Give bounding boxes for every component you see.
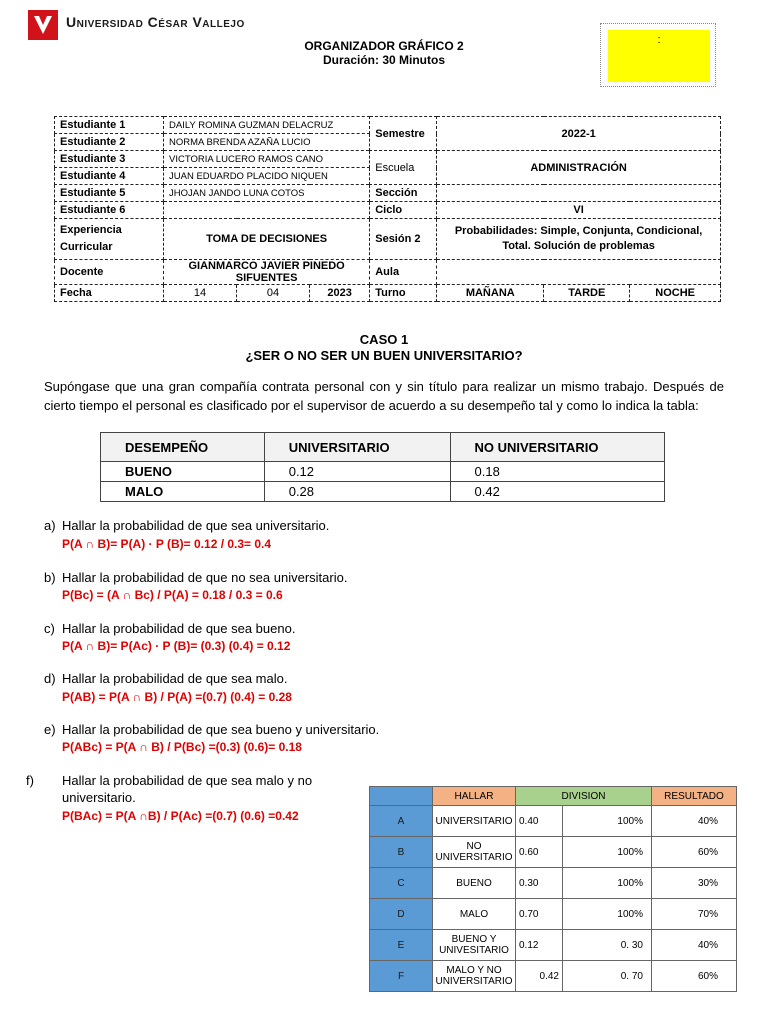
question-a bbox=[44, 517, 364, 534]
question-letter: a) bbox=[44, 518, 56, 533]
question-text: Hallar la probabilidad de que sea malo y no universitario. bbox=[62, 773, 313, 805]
row-v2: 100% bbox=[563, 899, 652, 930]
row-id: E bbox=[370, 930, 433, 961]
table-row bbox=[370, 961, 737, 992]
fecha-label: Fecha bbox=[55, 285, 164, 302]
answer-e: P(ABc) = P(A ∩ B) / P(Bc) =(0.3) (0.6)= 0.18 bbox=[62, 740, 302, 754]
row-v1: 0.12 bbox=[516, 930, 563, 961]
student-label: Estudiante 3 bbox=[55, 151, 164, 168]
row-id: B bbox=[370, 837, 433, 868]
fecha-day: 14 bbox=[164, 285, 237, 302]
row-name: BUENO bbox=[433, 868, 516, 899]
case-title: ¿SER O NO SER UN BUEN UNIVERSITARIO? bbox=[245, 348, 523, 363]
turno-label: Turno bbox=[370, 285, 437, 302]
experiencia-value: TOMA DE DECISIONES bbox=[164, 219, 370, 260]
turno-manana: MAÑANA bbox=[437, 285, 544, 302]
table-row bbox=[370, 930, 737, 961]
university-logo-icon bbox=[28, 10, 58, 40]
escuela-label: Escuela bbox=[370, 151, 437, 185]
row-v2: 100% bbox=[563, 806, 652, 837]
row-v1: 0.70 bbox=[516, 899, 563, 930]
perf-cell: 0.28 bbox=[264, 482, 450, 502]
perf-header: UNIVERSITARIO bbox=[264, 433, 450, 462]
table-row bbox=[101, 482, 665, 502]
row-id: F bbox=[370, 961, 433, 992]
row-v2: 0. 30 bbox=[563, 930, 652, 961]
student-label: Estudiante 5 bbox=[55, 185, 164, 202]
row-name: BUENO Y UNIVESITARIO bbox=[433, 930, 516, 961]
university-name: Universidad César Vallejo bbox=[66, 14, 245, 30]
seccion-label: Sección bbox=[370, 185, 437, 202]
perf-header: DESEMPEÑO bbox=[101, 433, 265, 462]
student-label: Estudiante 2 bbox=[55, 134, 164, 151]
yellow-note-box bbox=[600, 23, 716, 87]
result-header: HALLAR bbox=[433, 787, 516, 806]
row-id: A bbox=[370, 806, 433, 837]
question-e bbox=[44, 721, 444, 738]
table-row bbox=[370, 868, 737, 899]
perf-cell: 0.18 bbox=[450, 462, 664, 482]
student-label: Estudiante 1 bbox=[55, 117, 164, 134]
student-name: NORMA BRENDA AZAÑA LUCIO bbox=[164, 134, 370, 151]
perf-cell: 0.42 bbox=[450, 482, 664, 502]
question-letter: b) bbox=[44, 570, 56, 585]
document-title: ORGANIZADOR GRÁFICO 2 bbox=[304, 39, 464, 53]
semestre-value: 2022-1 bbox=[437, 117, 721, 151]
student-label: Estudiante 4 bbox=[55, 168, 164, 185]
aula-value bbox=[437, 260, 721, 285]
question-letter: d) bbox=[44, 671, 56, 686]
result-header: RESULTADO bbox=[652, 787, 737, 806]
row-result: 40% bbox=[652, 806, 737, 837]
question-letter: c) bbox=[44, 621, 55, 636]
escuela-value: ADMINISTRACIÓN bbox=[437, 151, 721, 185]
student-label: Estudiante 6 bbox=[55, 202, 164, 219]
case-paragraph: Supóngase que una gran compañía contrata personal con y sin título para realizar un mismo trabajo. Después de cierto tiempo el personal es clasificado por el supervisor de acuerdo a su desempeño tal y como lo indica la tabla: bbox=[44, 379, 724, 413]
student-name bbox=[164, 202, 370, 219]
row-v2: 100% bbox=[563, 868, 652, 899]
ciclo-label: Ciclo bbox=[370, 202, 437, 219]
performance-table bbox=[100, 432, 665, 502]
student-name: VICTORIA LUCERO RAMOS CANO bbox=[164, 151, 370, 168]
answer-a: P(A ∩ B)= P(A) · P (B)= 0.12 / 0.3= 0.4 bbox=[62, 537, 272, 551]
row-result: 70% bbox=[652, 899, 737, 930]
ciclo-value: VI bbox=[437, 202, 721, 219]
sesion-value: Probabilidades: Simple, Conjunta, Condicional, Total. Solución de problemas bbox=[437, 219, 721, 260]
row-v1: 0.42 bbox=[516, 961, 563, 992]
experiencia-label: Experiencia Curricular bbox=[55, 219, 164, 260]
row-v1: 0.40 bbox=[516, 806, 563, 837]
row-name: UNIVERSITARIO bbox=[433, 806, 516, 837]
fecha-year: 2023 bbox=[310, 285, 370, 302]
question-b bbox=[44, 569, 444, 586]
perf-cell: BUENO bbox=[101, 462, 265, 482]
answer-c: P(A ∩ B)= P(Ac) · P (B)= (0.3) (0.4) = 0.12 bbox=[62, 639, 291, 653]
student-name: JUAN EDUARDO PLACIDO NIQUEN bbox=[164, 168, 370, 185]
answer-f: P(BAc) = P(A ∩B) / P(Ac) =(0.7) (0.6) =0.42 bbox=[62, 809, 299, 823]
row-v2: 0. 70 bbox=[563, 961, 652, 992]
sesion-label: Sesión 2 bbox=[370, 219, 437, 260]
perf-header: NO UNIVERSITARIO bbox=[450, 433, 664, 462]
question-text: Hallar la probabilidad de que sea malo. bbox=[62, 671, 288, 686]
result-header: DIVISION bbox=[516, 787, 652, 806]
table-row bbox=[370, 837, 737, 868]
aula-label: Aula bbox=[370, 260, 437, 285]
row-name: MALO Y NO UNIVERSITARIO bbox=[433, 961, 516, 992]
turno-noche: NOCHE bbox=[630, 285, 721, 302]
row-v1: 0.60 bbox=[516, 837, 563, 868]
row-v1: 0.30 bbox=[516, 868, 563, 899]
student-info-table bbox=[54, 116, 721, 302]
question-text: Hallar la probabilidad de que sea bueno. bbox=[62, 621, 296, 636]
result-table bbox=[369, 786, 737, 992]
answer-d: P(AB) = P(A ∩ B) / P(A) =(0.7) (0.4) = 0.28 bbox=[62, 690, 292, 704]
yellow-note: : bbox=[608, 30, 710, 82]
row-v2: 100% bbox=[563, 837, 652, 868]
corner-cell bbox=[370, 787, 433, 806]
row-result: 60% bbox=[652, 837, 737, 868]
fecha-month: 04 bbox=[237, 285, 310, 302]
docente-value: GIANMARCO JAVIER PINEDO SIFUENTES bbox=[164, 260, 370, 285]
question-letter: e) bbox=[44, 722, 56, 737]
document-duration: Duración: 30 Minutos bbox=[322, 53, 445, 67]
row-name: MALO bbox=[433, 899, 516, 930]
row-result: 40% bbox=[652, 930, 737, 961]
case-number: CASO 1 bbox=[359, 332, 409, 347]
question-f bbox=[26, 772, 362, 806]
table-row bbox=[370, 899, 737, 930]
row-result: 60% bbox=[652, 961, 737, 992]
question-d bbox=[44, 670, 364, 687]
docente-label: Docente bbox=[55, 260, 164, 285]
row-name: NO UNIVERSITARIO bbox=[433, 837, 516, 868]
question-c bbox=[44, 620, 364, 637]
row-id: C bbox=[370, 868, 433, 899]
table-row bbox=[101, 462, 665, 482]
turno-tarde: TARDE bbox=[544, 285, 630, 302]
question-text: Hallar la probabilidad de que no sea universitario. bbox=[62, 570, 348, 585]
student-name: JHOJAN JANDO LUNA COTOS bbox=[164, 185, 370, 202]
row-result: 30% bbox=[652, 868, 737, 899]
semestre-label: Semestre bbox=[370, 117, 437, 151]
answer-b: P(Bc) = (A ∩ Bc) / P(A) = 0.18 / 0.3 = 0.6 bbox=[62, 588, 283, 602]
row-id: D bbox=[370, 899, 433, 930]
question-text: Hallar la probabilidad de que sea bueno y universitario. bbox=[62, 722, 380, 737]
seccion-value bbox=[437, 185, 721, 202]
question-text: Hallar la probabilidad de que sea universitario. bbox=[62, 518, 330, 533]
perf-cell: MALO bbox=[101, 482, 265, 502]
table-row bbox=[370, 806, 737, 837]
student-name: DAILY ROMINA GUZMAN DELACRUZ bbox=[164, 117, 370, 134]
perf-cell: 0.12 bbox=[264, 462, 450, 482]
question-letter: f) bbox=[26, 773, 34, 788]
